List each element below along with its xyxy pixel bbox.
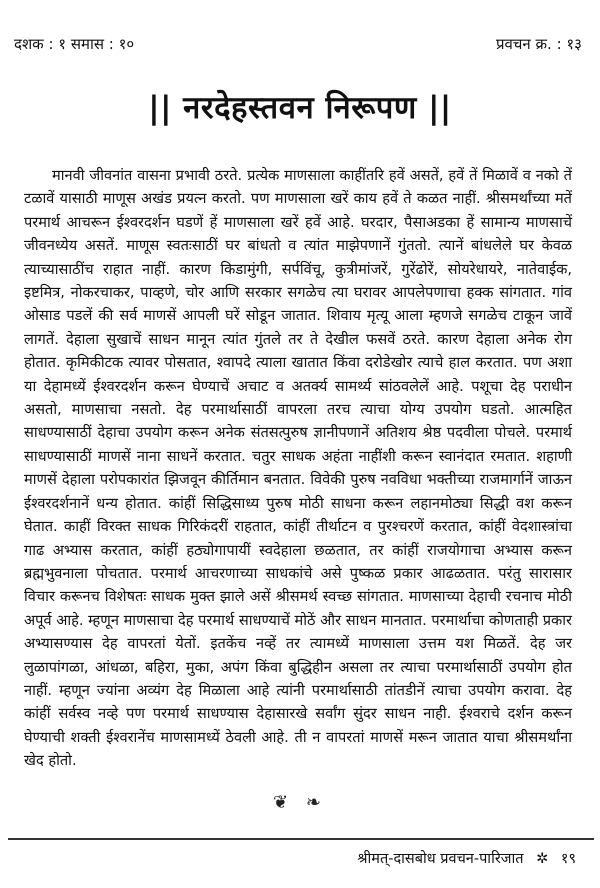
footer-divider bbox=[8, 838, 594, 840]
page-footer bbox=[357, 848, 576, 868]
chapter-section-label: दशक : १ समास : १० bbox=[14, 35, 135, 53]
page-header bbox=[14, 34, 582, 58]
discourse-number-label: प्रवचन क्र. : १३ bbox=[496, 35, 582, 53]
star-separator-icon: ✲ bbox=[536, 851, 549, 867]
page-number: १९ bbox=[560, 851, 576, 867]
ornament-divider-icon: ❦ ❧ bbox=[273, 792, 327, 813]
body-paragraph: मानवी जीवनांत वासना प्रभावी ठरते. प्रत्येक माणसाला काहींतरि हवें असतें, हवें तें मिळावें व नको तें टळावें यासाठी माणूस अखंड प्रयत्न करतो. पण माणसाला खरें काय हवें ते कळत नाहीं. श्रीसमर्थांच्या मतें परमार्थ आचरून ईश्वरदर्शन घडणें हें माणसाला खरें हवें आहे. घरदार, पैसाअडका हें सामान्य माणसाचें जीवनध्येय असतें. माणूस स्वतःसाठीं घर बांधतो व त्यांत माझेपणानें गुंततो. त्यानें बांधलेले घर केवळ त्याच्यासाठींच राहात नाहीं. कारण किडामुंगी, सर्पविंचू, कुत्रीमांजरें, गुरेंढोरें, सोयरेधायरे, नातेवाईक, इष्टमित्र, नोकरचाकर, पाव्हणे, चोर आणि सरकार सगळेच त्या घरावर आपलेपणाचा हक्क सांगतात. गांव ओसाड पडलें की सर्व माणसें आपली घरें सोडून जातात. शिवाय मृत्यू आला म्हणजे सगळेच टाकून जावें लागतें. देहाला सुखाचें साधन मानून त्यांत गुंतले तर ते देखील फसवें ठरते. कारण देहाला अनेक रोग होतात. कृमिकीटक त्यावर पोसतात, श्वापदे त्याला खातात किंवा दरोडेखोर त्याचे हाल करतात. पण अशा या देहामध्यें ईश्वरदर्शन करून घेण्याचें अचाट व अतर्क्य सामर्थ्य सांठवलेलें आहे. पशूचा देह पराधीन असतो, माणसाचा नसतो. देह परमार्थासाठीं वापरला तरच त्याचा योग्य उपयोग घडतो. आत्महित साधण्यासाठीं देहाचा उपयोग करून अनेक संतसत्पुरुष ज्ञानीपणानें अतिशय श्रेष्ठ पदवीला पोचले. परमार्थ साधण्यासाठीं माणसें नाना साधनें करतात. चतुर साधक अहंता नाहींशी करून स्वानंदात रमतात. शहाणी माणसें देहाला परोपकारांत झिजवून कीर्तिमान बनतात. विवेकी पुरुष नवविधा भक्तीच्या राजमार्गानें जाऊन ईश्वरदर्शनानें धन्य होतात. कांहीं सिद्धिसाध्य पुरुष मोठी साधना करून लहानमोठ्या सिद्धी वश करून घेतात. काहीं विरक्त साधक गिरिकंदरीं राहतात, कांहीं तीर्थाटन व पुरश्चरणें करतात, कांहीं वेदशास्त्रांचा गाढ अभ्यास करतात, कांहीं हठ्योगापायीं स्वदेहाला छळतात, तर कांहीं राजयोगाचा अभ्यास करून ब्रह्मभुवनाला पोचतात. परमार्थ आचरणाच्या साधकांचे असे पुष्कळ प्रकार आढळतात. परंतु सारासार विचार करूनच विशेषतः साधक मुक्त झाले असें श्रीसमर्थ स्वच्छ सांगतात. माणसाच्या देहाची रचनाच मोठी अपूर्व आहे. म्हणून माणसाचा देह परमार्थ साधण्याचें मोठें और साधन मानतात. परमार्थाचा कोणताही प्रकार अभ्यासण्यास देह वापरतां येतों. इतकेंच नव्हें तर त्यामध्यें माणसाला उत्तम यश मिळतें. देह जर लुळापांगळा, आंधळा, बहिरा, मुका, अपंग किंवा बुद्धिहीन असला तर त्याचा परमार्थासाठीं उपयोग होत नाहीं. म्हणून ज्यांना अव्यंग देह मिळाला आहे त्यांनी परमार्थासाठी तांतडीनें त्याचा उपयोग करावा. देह कांहीं सर्वस्व नव्हे पण परमार्थ साधण्यास देहासारखे सर्वांग सुंदर साधन नाही. ईश्वराचे दर्शन करून घेण्याची शक्ती ईश्वरानेंच माणसामध्यें ठेवली आहे. ती न वापरतां माणसें मरून जातात याचा श्रीसमर्थांना खेद होतो. bbox=[24, 167, 573, 770]
page-title: || नरदेहस्तवन निरूपण || bbox=[148, 90, 452, 126]
book-title: श्रीमत्-दासबोध प्रवचन-पारिजात bbox=[357, 851, 524, 867]
